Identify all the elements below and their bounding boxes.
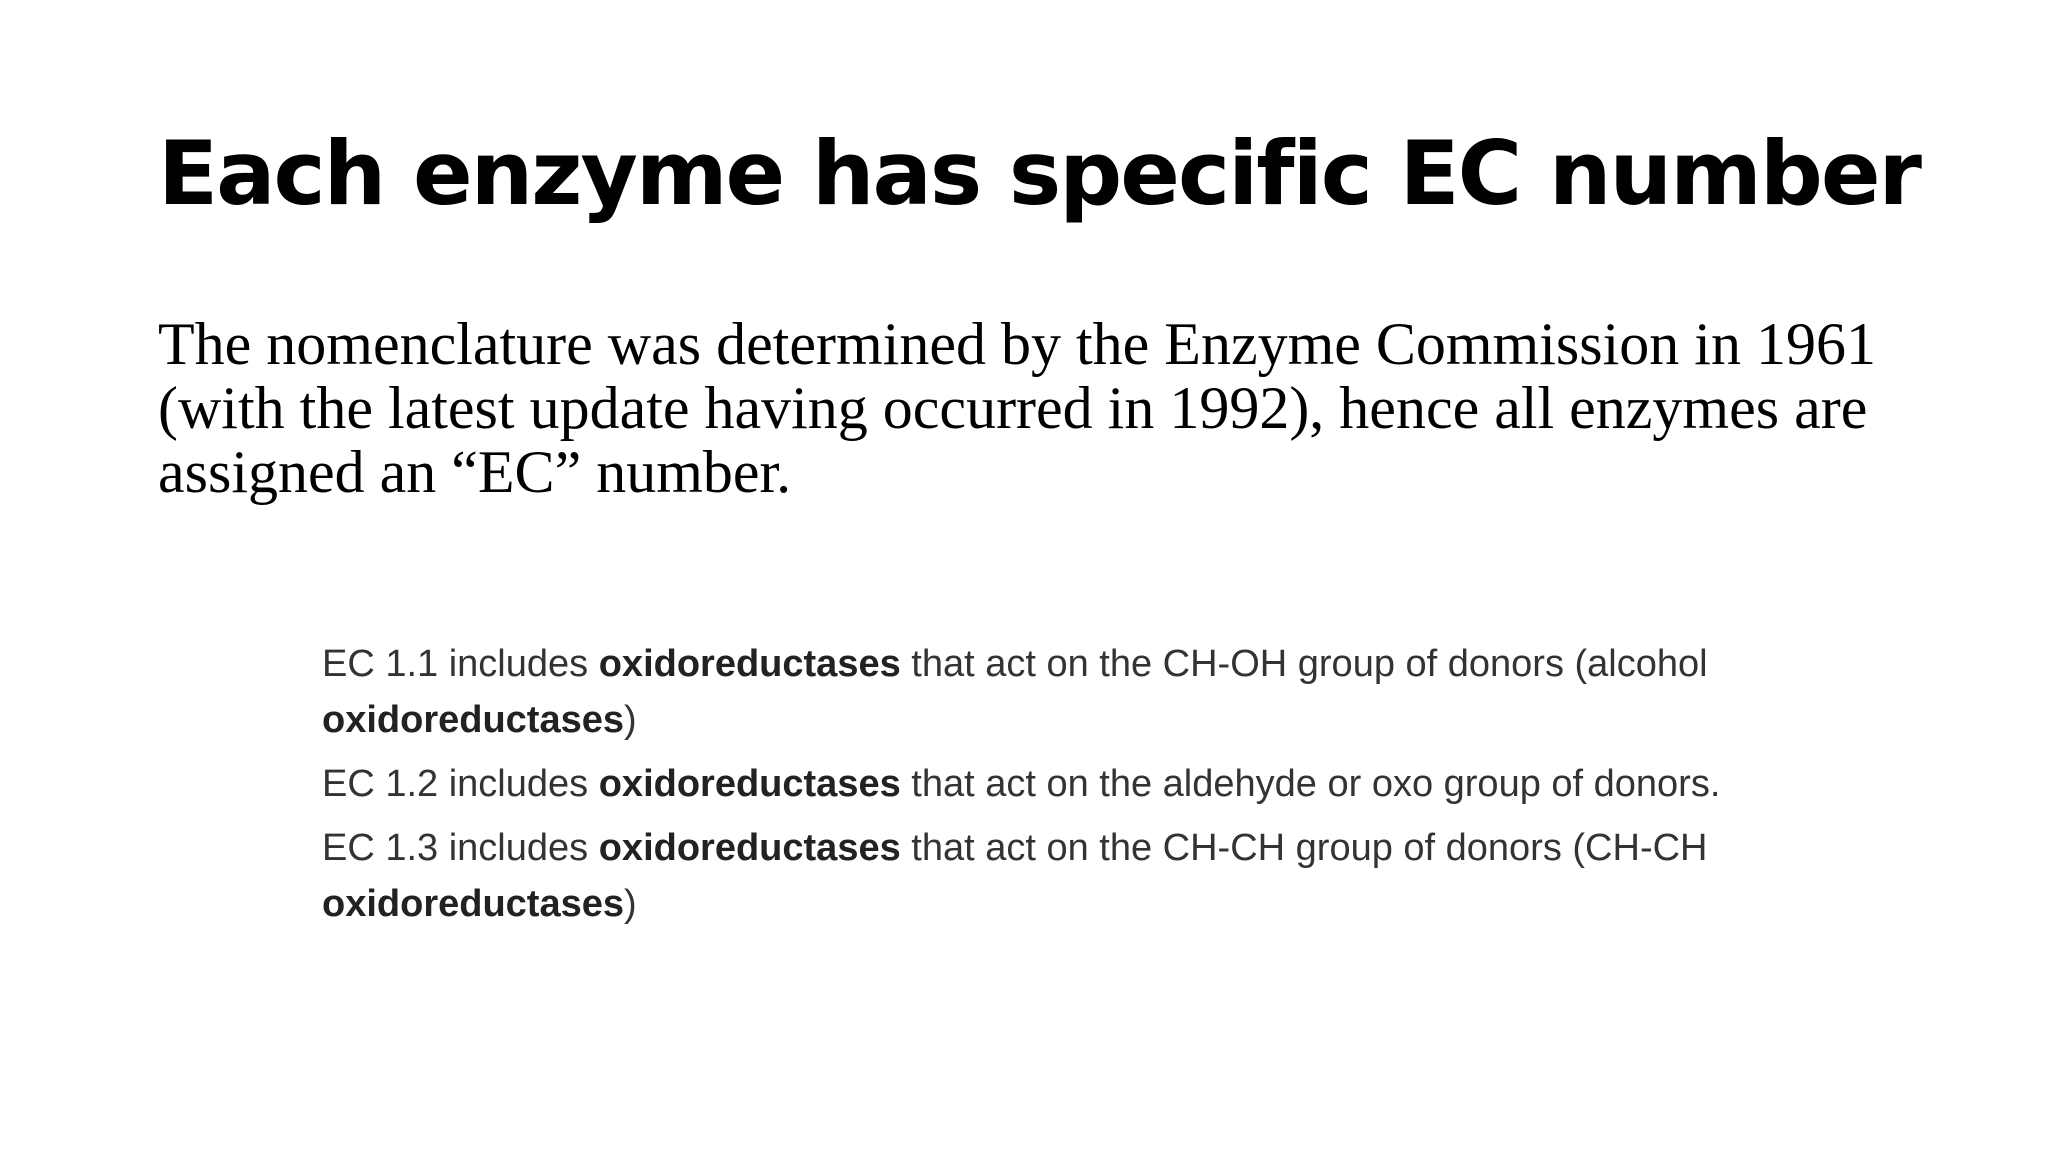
ec-number-list (322, 636, 1762, 940)
ec-item-1-3 (322, 820, 1762, 932)
ec-item-text: that act on the CH-OH group of donors (alcohol (900, 643, 1708, 685)
ec-item-text: EC 1.3 includes (322, 827, 599, 869)
ec-item-text: ) (624, 883, 637, 925)
ec-item-bold-term: oxidoreductases (598, 763, 901, 805)
ec-item-text: that act on the CH-CH group of donors (CH-CH (900, 827, 1708, 869)
ec-item-bold-term: oxidoreductases (598, 827, 901, 869)
ec-item-text: EC 1.2 includes (322, 763, 599, 805)
ec-item-text: ) (624, 699, 637, 741)
ec-item-bold-term: oxidoreductases (598, 643, 901, 685)
ec-item-bold-term: oxidoreductases (322, 883, 624, 925)
ec-item-text: that act on the aldehyde or oxo group of donors. (900, 763, 1721, 805)
slide-paragraph: The nomenclature was determined by the Enzyme Commission in 1961 (with the latest update having occurred in 1992), hence all enzymes are assigned an “EC” number. (158, 311, 1876, 505)
ec-item-bold-term: oxidoreductases (322, 699, 624, 741)
ec-item-text: EC 1.1 includes (322, 643, 599, 685)
ec-item-1-1 (322, 636, 1762, 748)
slide-title: Each enzyme has specific EC number (158, 122, 1920, 225)
ec-item-1-2 (322, 756, 1762, 812)
